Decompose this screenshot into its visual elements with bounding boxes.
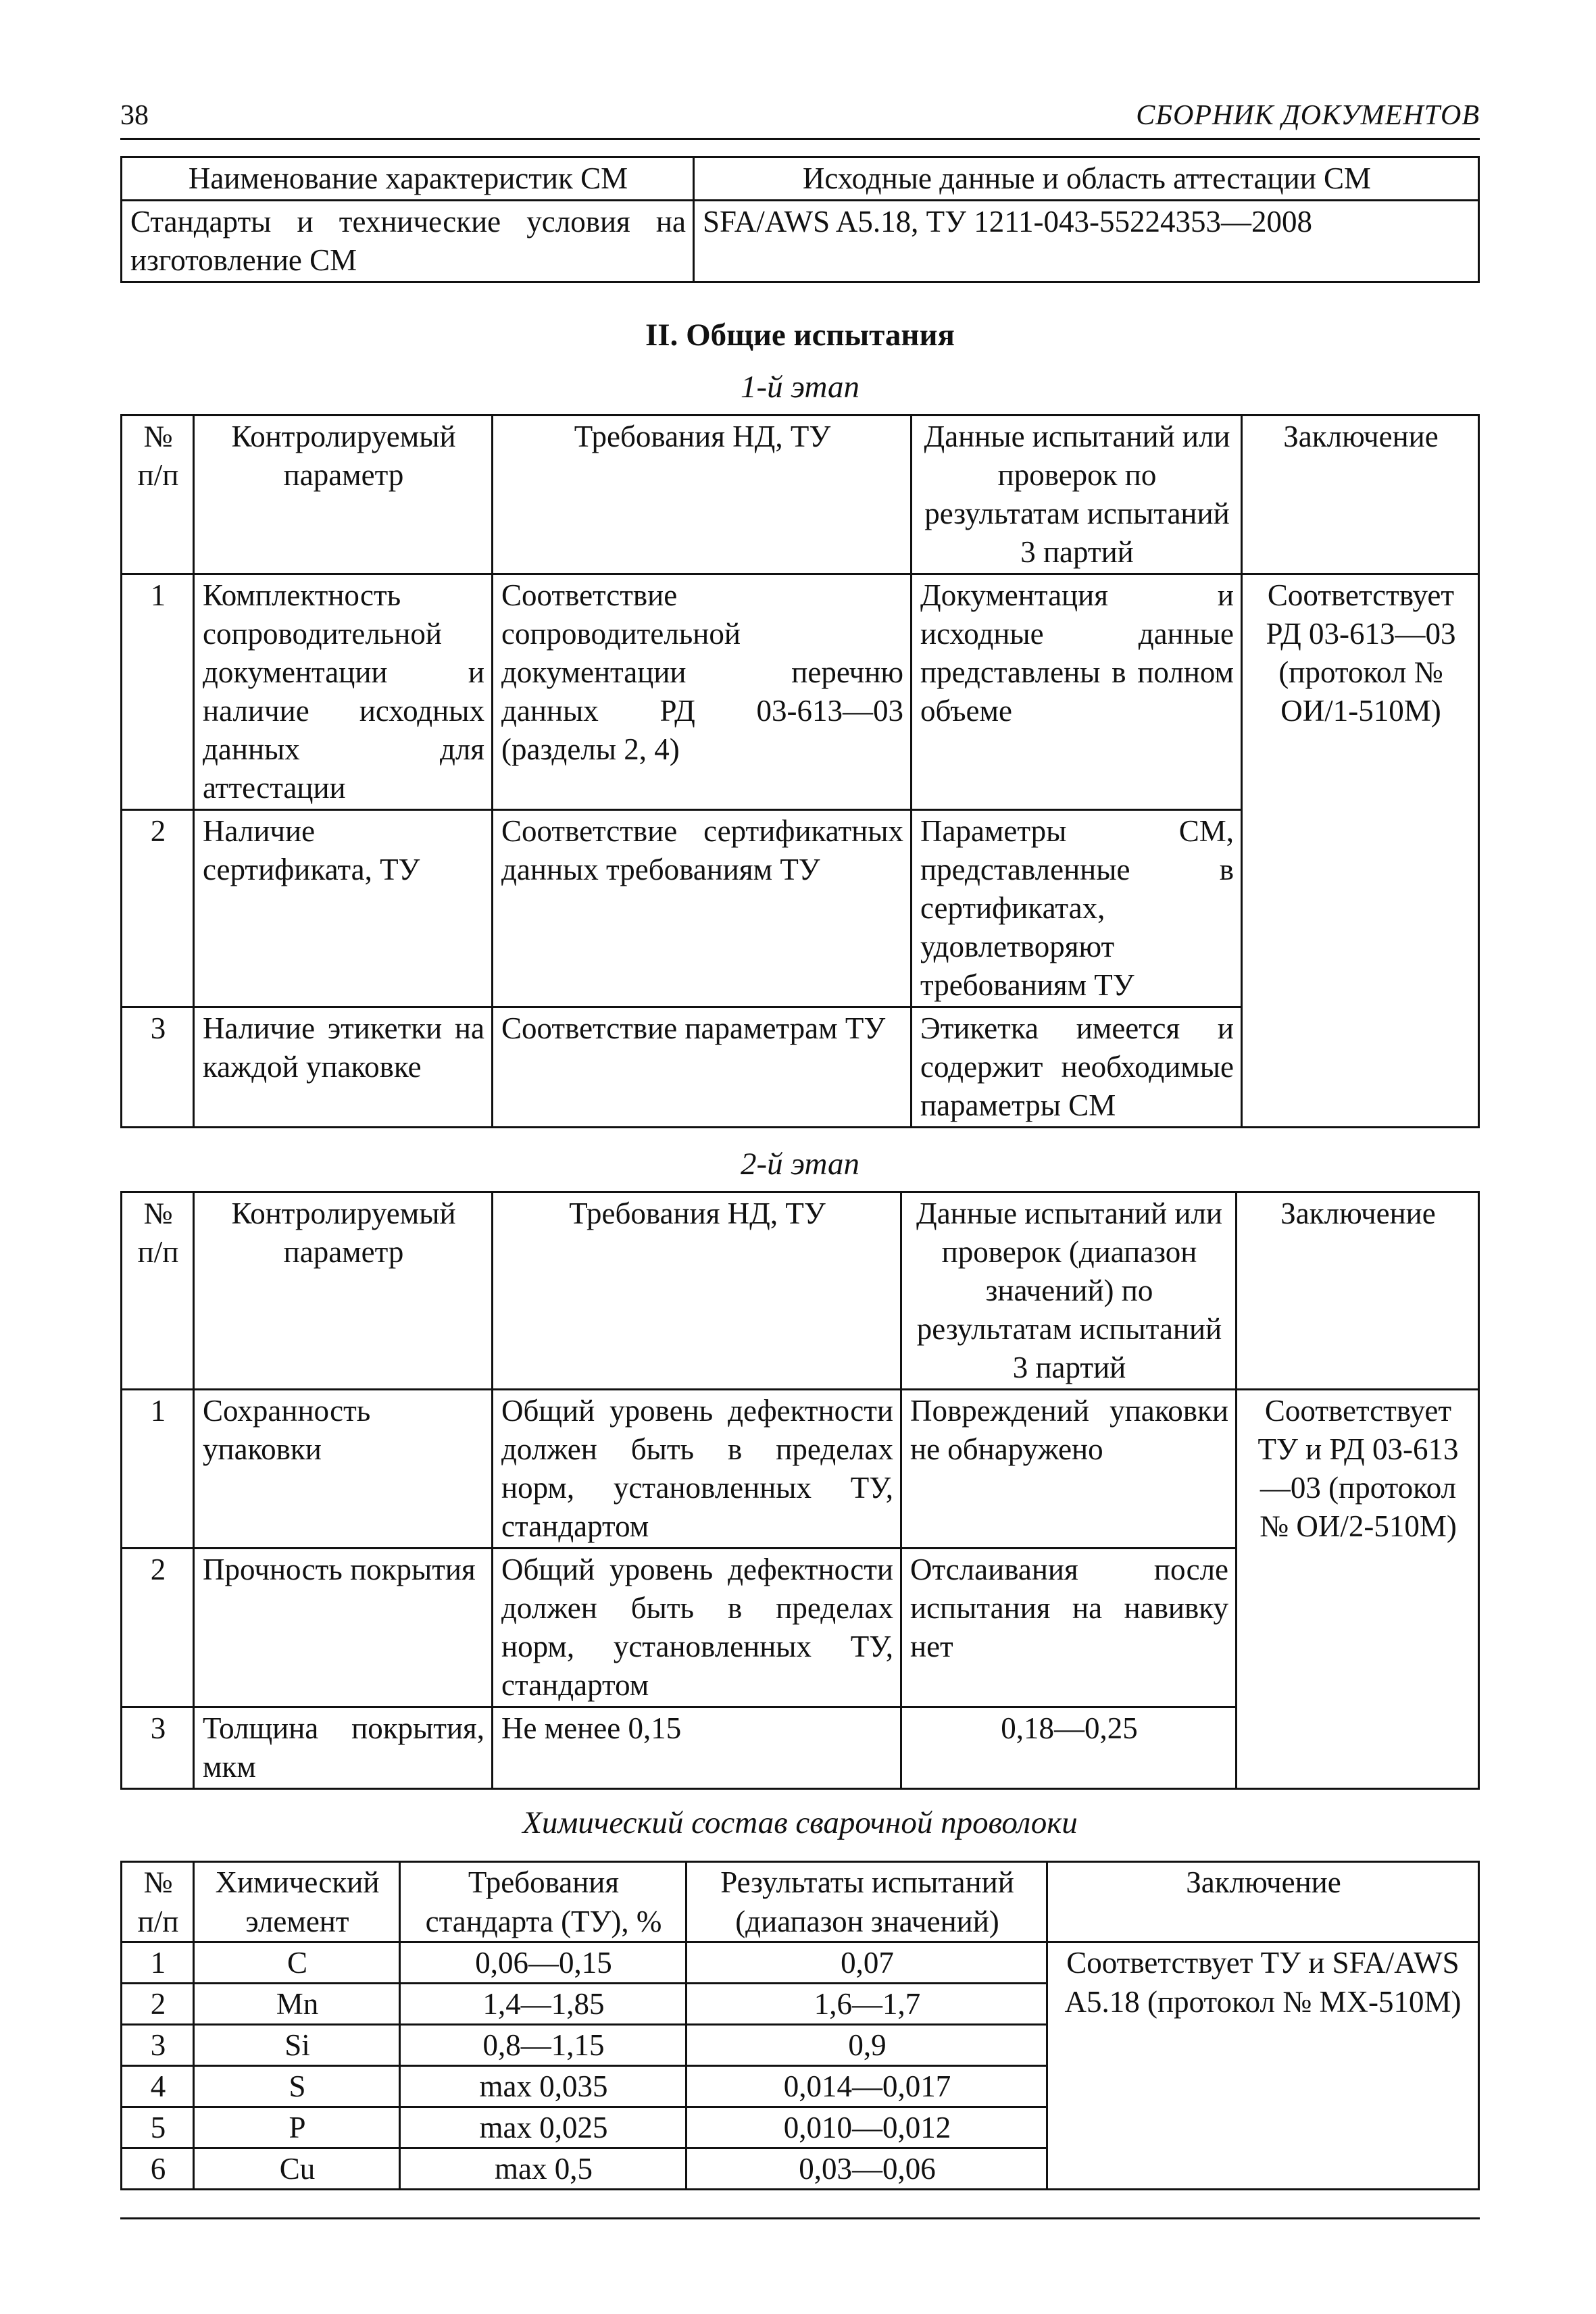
header-cell: Заключение <box>1242 416 1479 574</box>
header-cell: Контролируемый параметр <box>194 1192 493 1390</box>
header-cell: Наименование характеристик СМ <box>122 157 694 201</box>
stage-2-table <box>120 1191 1480 1790</box>
footer-rule <box>120 2217 1480 2219</box>
running-head <box>120 101 1480 140</box>
table-cell: Документация и исходные данные представлены в полном объеме <box>912 574 1242 810</box>
requirement-cell: max 0,025 <box>400 2107 687 2148</box>
table-cell: Не менее 0,15 <box>493 1707 901 1789</box>
table-cell: Параметры СМ, представленные в сертификатах, удовлетворяют требованиям ТУ <box>912 810 1242 1007</box>
table-row <box>122 574 1479 810</box>
row-number: 5 <box>122 2107 194 2148</box>
requirement-cell: 0,06—0,15 <box>400 1942 687 1984</box>
table-row <box>122 1390 1479 1549</box>
table-cell: Сохранность упаковки <box>194 1390 493 1549</box>
element-cell: Mn <box>194 1984 400 2025</box>
header-cell: Исходные данные и область аттестации СМ <box>694 157 1479 201</box>
row-number: 6 <box>122 2148 194 2190</box>
header-cell: Требования стандарта (ТУ), % <box>400 1862 687 1942</box>
table-cell: Соответствие сопроводительной документации перечню данных РД 03-613—03 (разделы 2, 4) <box>493 574 912 810</box>
row-number: 3 <box>122 1007 194 1128</box>
element-cell: S <box>194 2066 400 2107</box>
document-page <box>120 101 1480 2219</box>
row-number: 1 <box>122 1390 194 1549</box>
result-cell: 0,9 <box>687 2025 1047 2066</box>
table-cell: Общий уровень дефектности должен быть в пределах норм, установленных ТУ, стандартом <box>493 1549 901 1707</box>
table-cell: Этикетка имеется и содержит необходимые параметры СМ <box>912 1007 1242 1128</box>
stage-1-table <box>120 414 1480 1128</box>
stage-2-title: 2-й этап <box>740 1147 860 1182</box>
result-cell: 0,03—0,06 <box>687 2148 1047 2190</box>
chem-table-title: Химический состав сварочной проволоки <box>522 1805 1078 1840</box>
header-cell: Требования НД, ТУ <box>493 1192 901 1390</box>
table-row <box>122 1942 1479 1984</box>
section-title: II. Общие испытания <box>645 318 955 353</box>
element-cell: Cu <box>194 2148 400 2190</box>
result-cell: 1,6—1,7 <box>687 1984 1047 2025</box>
table-cell: Прочность покрытия <box>194 1549 493 1707</box>
materials-table <box>120 156 1480 283</box>
running-title: СБОРНИК ДОКУМЕНТОВ <box>1136 100 1480 131</box>
page-number: 38 <box>120 100 149 131</box>
chem-table <box>120 1861 1480 2190</box>
row-number: 2 <box>122 1549 194 1707</box>
conclusion-cell: Соответствует ТУ и SFA/AWS A5.18 (протокол № МХ-510М) <box>1047 1942 1479 2190</box>
row-number: 2 <box>122 810 194 1007</box>
table-cell: Наличие этикетки на каждой упаковке <box>194 1007 493 1128</box>
table-cell: Соответствие сертификатных данных требованиям ТУ <box>493 810 912 1007</box>
result-cell: 0,07 <box>687 1942 1047 1984</box>
header-cell: Результаты испытаний (диапазон значений) <box>687 1862 1047 1942</box>
table-cell: Стандарты и технические условия на изготовление СМ <box>122 201 694 282</box>
requirement-cell: max 0,035 <box>400 2066 687 2107</box>
result-cell: 0,010—0,012 <box>687 2107 1047 2148</box>
row-number: 1 <box>122 1942 194 1984</box>
result-cell: 0,014—0,017 <box>687 2066 1047 2107</box>
table-cell: Соответствие параметрам ТУ <box>493 1007 912 1128</box>
element-cell: C <box>194 1942 400 1984</box>
header-cell: Данные испытаний или проверок по результатам испытаний 3 партий <box>912 416 1242 574</box>
requirement-cell: 0,8—1,15 <box>400 2025 687 2066</box>
conclusion-cell: Соответствует РД 03-613—03 (протокол № ОИ/1-510М) <box>1242 574 1479 1128</box>
table-cell: Общий уровень дефектности должен быть в пределах норм, установленных ТУ, стандартом <box>493 1390 901 1549</box>
table-cell: Повреждений упаковки не обнаружено <box>901 1390 1237 1549</box>
header-cell: Данные испытаний или проверок (диапазон значений) по результатам испытаний 3 партий <box>901 1192 1237 1390</box>
row-number: 3 <box>122 1707 194 1789</box>
table-cell: Толщина покрытия, мкм <box>194 1707 493 1789</box>
header-cell: Химический элемент <box>194 1862 400 1942</box>
header-cell: Требования НД, ТУ <box>493 416 912 574</box>
conclusion-cell: Соответствует ТУ и РД 03-613—03 (протокол № ОИ/2-510М) <box>1237 1390 1479 1789</box>
element-cell: P <box>194 2107 400 2148</box>
table-cell: Наличие сертификата, ТУ <box>194 810 493 1007</box>
table-cell: Отслаивания после испытания на навивку нет <box>901 1549 1237 1707</box>
header-cell: № п/п <box>122 1192 194 1390</box>
header-cell: № п/п <box>122 1862 194 1942</box>
table-cell: 0,18—0,25 <box>901 1707 1237 1789</box>
table-cell: SFA/AWS A5.18, ТУ 1211-043-55224353—2008 <box>694 201 1479 282</box>
row-number: 4 <box>122 2066 194 2107</box>
row-number: 1 <box>122 574 194 810</box>
header-cell: Заключение <box>1047 1862 1479 1942</box>
table-row <box>122 201 1479 282</box>
row-number: 2 <box>122 1984 194 2025</box>
header-cell: № п/п <box>122 416 194 574</box>
header-cell: Заключение <box>1237 1192 1479 1390</box>
element-cell: Si <box>194 2025 400 2066</box>
requirement-cell: 1,4—1,85 <box>400 1984 687 2025</box>
header-cell: Контролируемый параметр <box>194 416 493 574</box>
requirement-cell: max 0,5 <box>400 2148 687 2190</box>
table-cell: Комплектность сопроводительной документации и наличие исходных данных для аттестации <box>194 574 493 810</box>
row-number: 3 <box>122 2025 194 2066</box>
stage-1-title: 1-й этап <box>740 370 860 405</box>
